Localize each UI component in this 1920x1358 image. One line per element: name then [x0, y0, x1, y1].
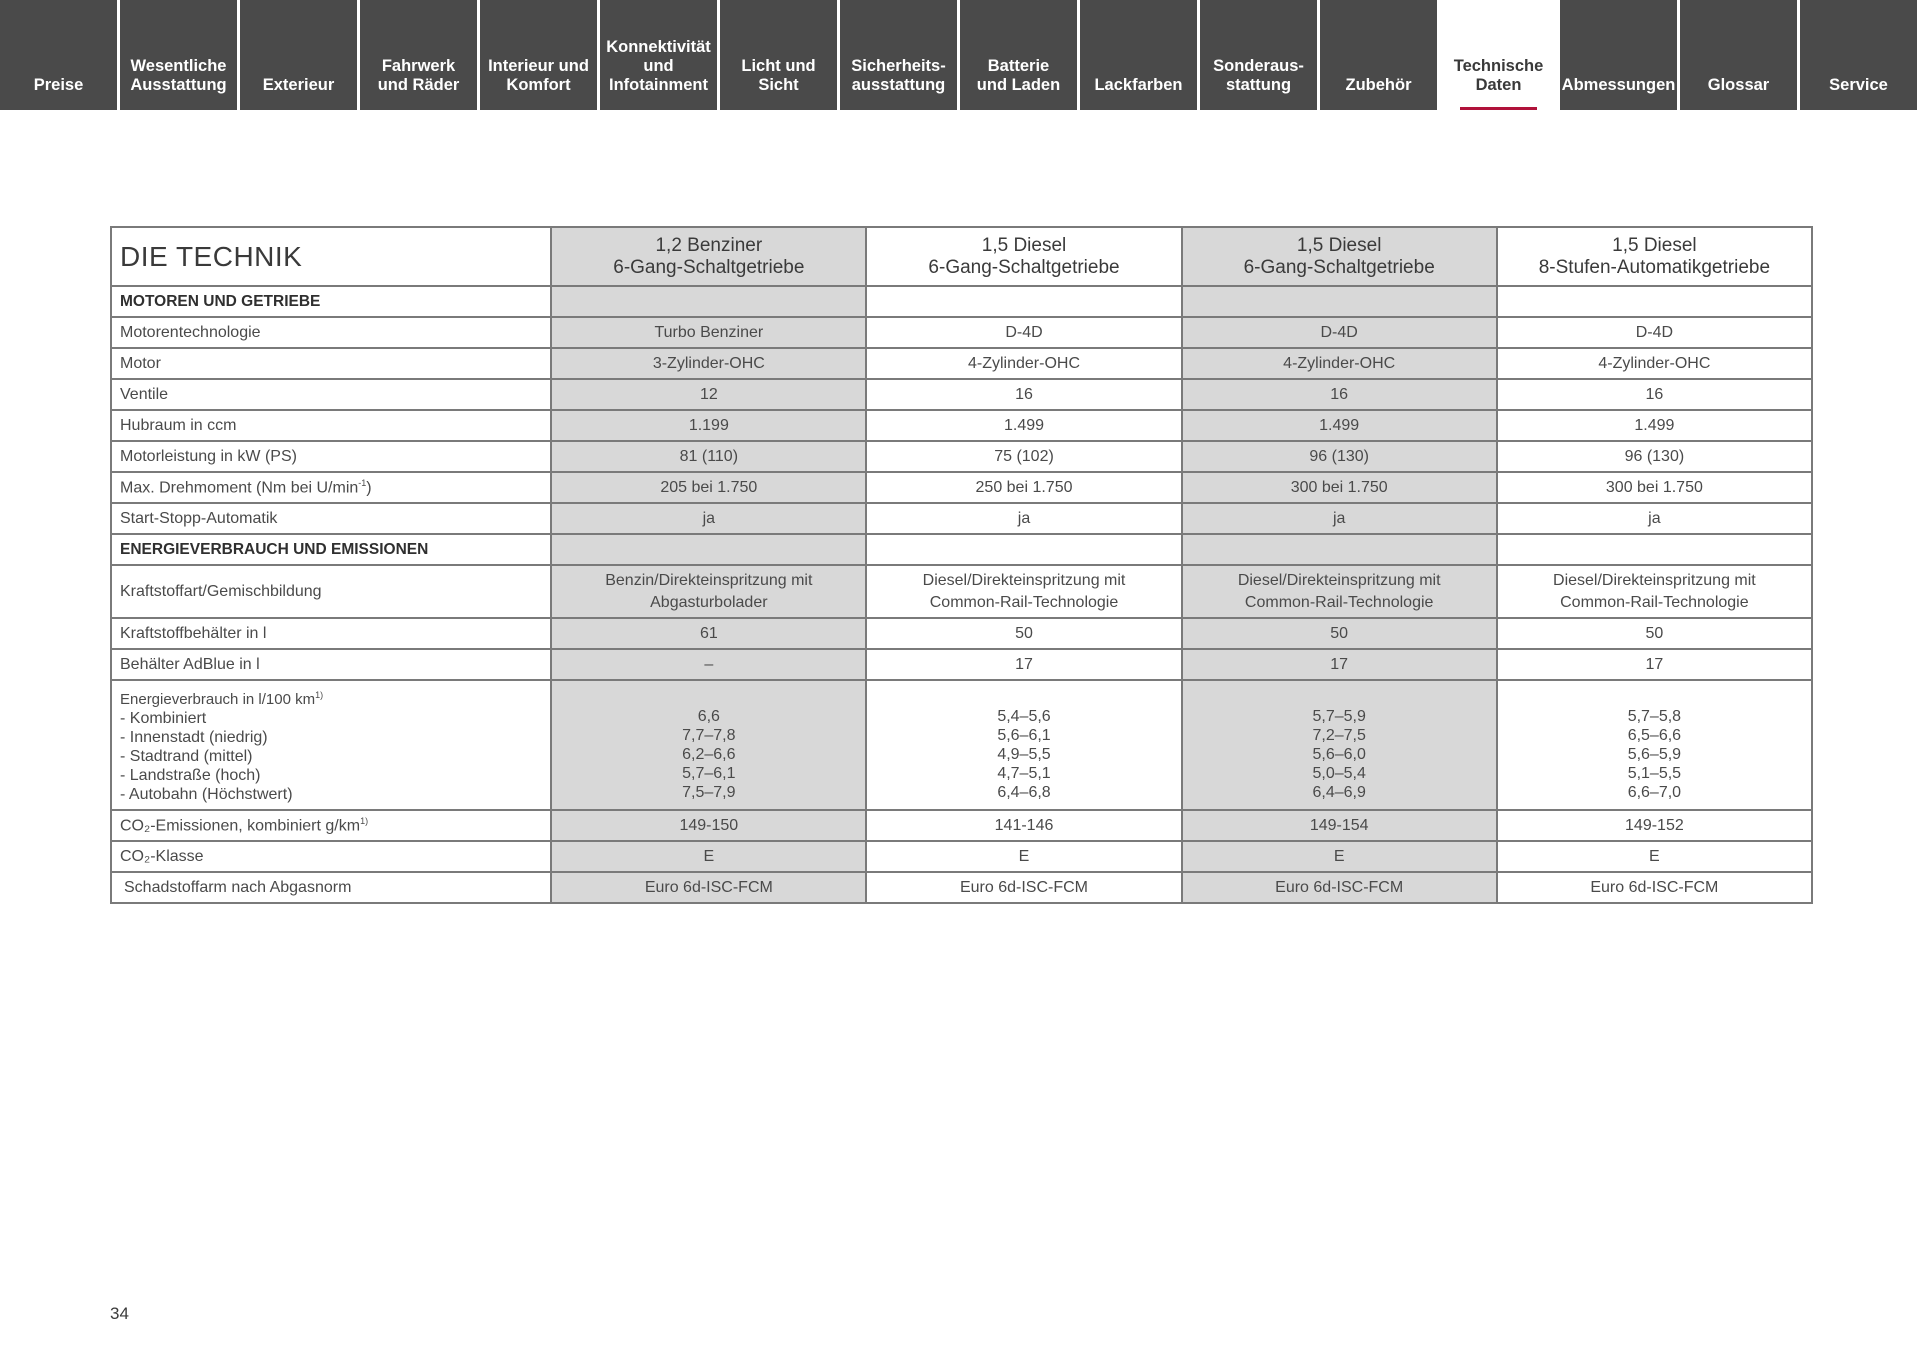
nav-tab-service[interactable]: Service: [1800, 0, 1917, 110]
table-row: [111, 472, 1812, 503]
sub-label: - Kombiniert: [120, 710, 207, 727]
cell-value: 149-154: [1182, 810, 1497, 841]
row-label: [111, 810, 551, 841]
row-label: Kraftstoffart/Gemischbildung: [111, 565, 551, 618]
cell-value: 1.499: [1497, 410, 1812, 441]
table-row: [111, 565, 1812, 618]
cell-value: ja: [1497, 503, 1812, 534]
cell-line: 7,7–7,8: [682, 727, 736, 744]
cell-line: 7,2–7,5: [1312, 727, 1366, 744]
cell-value: 50: [1182, 618, 1497, 649]
cell-value: D-4D: [1497, 317, 1812, 348]
row-label-text: Energieverbrauch in l/100 km: [120, 691, 316, 708]
column-header: [1182, 227, 1497, 286]
cell-value: 300 bei 1.750: [1182, 472, 1497, 503]
table-row-energy-consumption: [111, 680, 1812, 810]
table-row: [111, 618, 1812, 649]
cell-value: 4-Zylinder-OHC: [866, 348, 1181, 379]
section-title: MOTOREN UND GETRIEBE: [111, 286, 551, 317]
cell-value: 12: [551, 379, 866, 410]
section-title: ENERGIEVERBRAUCH UND EMISSIONEN: [111, 534, 551, 565]
table-row: [111, 649, 1812, 680]
nav-tab-preise[interactable]: Preise: [0, 0, 117, 110]
column-header-engine: 1,5 Diesel: [1612, 234, 1697, 256]
cell-value: ja: [551, 503, 866, 534]
table-header-row: [111, 227, 1812, 286]
cell-line: 6,4–6,8: [997, 784, 1051, 801]
cell-value: ja: [1182, 503, 1497, 534]
cell-value: 17: [1497, 649, 1812, 680]
row-label: Motor: [111, 348, 551, 379]
cell-line: 5,4–5,6: [997, 708, 1051, 725]
cell-value: [866, 565, 1181, 618]
cell-line: 7,5–7,9: [682, 784, 736, 801]
cell-line: 5,6–5,9: [1627, 746, 1682, 763]
row-label: [111, 680, 551, 810]
cell-value: Turbo Benziner: [551, 317, 866, 348]
cell-line: Benzin/Direkteinspritzung mit: [605, 571, 813, 589]
row-label: [111, 472, 551, 503]
cell-value: 1.499: [866, 410, 1181, 441]
row-label: Hubraum in ccm: [111, 410, 551, 441]
row-label-text: Max. Drehmoment (Nm bei U/min: [120, 479, 359, 497]
cell-value: 61: [551, 618, 866, 649]
cell-line: 5,7–5,9: [1312, 708, 1366, 725]
cell-line: 4,7–5,1: [997, 765, 1051, 782]
cell-value: [1182, 680, 1497, 810]
column-header-gearbox: 6-Gang-Schaltgetriebe: [1243, 256, 1435, 278]
cell-line: Common-Rail-Technologie: [1560, 593, 1749, 611]
cell-value: 16: [1182, 379, 1497, 410]
cell-value: [551, 565, 866, 618]
row-label: Behälter AdBlue in l: [111, 649, 551, 680]
cell-line: 5,0–5,4: [1312, 765, 1366, 782]
cell-value: E: [1182, 841, 1497, 872]
sub-label: - Innenstadt (niedrig): [120, 729, 268, 746]
cell-value: 16: [1497, 379, 1812, 410]
cell-value: Euro 6d-ISC-FCM: [1497, 872, 1812, 903]
row-label: Ventile: [111, 379, 551, 410]
cell-value: Euro 6d-ISC-FCM: [1182, 872, 1497, 903]
empty-cell: [866, 534, 1181, 565]
top-navigation: [0, 0, 1920, 110]
row-label-text: CO₂-Emissionen, kombiniert g/km: [120, 817, 361, 835]
row-label-text: ): [366, 479, 372, 497]
cell-value: 1.499: [1182, 410, 1497, 441]
table-row: [111, 810, 1812, 841]
row-label: Start-Stopp-Automatik: [111, 503, 551, 534]
empty-cell: [551, 534, 866, 565]
cell-value: E: [866, 841, 1181, 872]
cell-value: 4-Zylinder-OHC: [1182, 348, 1497, 379]
table-row: [111, 503, 1812, 534]
cell-value: [1182, 565, 1497, 618]
cell-value: D-4D: [866, 317, 1181, 348]
cell-value: 50: [866, 618, 1181, 649]
cell-value: 96 (130): [1497, 441, 1812, 472]
table-title: DIE TECHNIK: [111, 227, 551, 286]
cell-value: –: [551, 649, 866, 680]
cell-value: D-4D: [1182, 317, 1497, 348]
cell-value: E: [1497, 841, 1812, 872]
row-label: CO₂-Klasse: [111, 841, 551, 872]
cell-line: 5,7–5,8: [1627, 708, 1682, 725]
page-number: 34: [110, 1304, 129, 1323]
nav-tab-batterie-und-laden[interactable]: Batterie und Laden: [960, 0, 1077, 110]
row-label: Motorleistung in kW (PS): [111, 441, 551, 472]
nav-tab-fahrwerk-und-raeder[interactable]: Fahrwerk und Räder: [360, 0, 477, 110]
column-header: [551, 227, 866, 286]
sub-label: - Landstraße (hoch): [120, 767, 261, 784]
cell-line: 6,6–7,0: [1627, 784, 1682, 801]
empty-cell: [866, 286, 1181, 317]
cell-line: 6,5–6,6: [1627, 727, 1682, 744]
nav-tab-sicherheitsausstattung[interactable]: Sicherheits- ausstattung: [840, 0, 957, 110]
cell-line: 4,9–5,5: [997, 746, 1051, 763]
cell-value: 149-152: [1497, 810, 1812, 841]
cell-value: 250 bei 1.750: [866, 472, 1181, 503]
cell-value: 141-146: [866, 810, 1181, 841]
superscript: 1): [315, 690, 324, 700]
cell-value: 17: [866, 649, 1181, 680]
cell-value: 4-Zylinder-OHC: [1497, 348, 1812, 379]
column-header-gearbox: 8-Stufen-Automatikgetriebe: [1538, 256, 1771, 278]
column-header-engine: 1,5 Diesel: [981, 234, 1067, 256]
table-row: [111, 379, 1812, 410]
nav-tab-technische-daten[interactable]: Technische Daten: [1440, 0, 1557, 110]
nav-tab-glossar[interactable]: Glossar: [1680, 0, 1797, 110]
nav-tab-sonderausstattung[interactable]: Sonderaus- stattung: [1200, 0, 1317, 110]
cell-value: [1497, 680, 1812, 810]
nav-tab-wesentliche-ausstattung[interactable]: Wesentliche Ausstattung: [120, 0, 237, 110]
cell-line: 5,1–5,5: [1627, 765, 1682, 782]
empty-cell: [1497, 286, 1812, 317]
cell-line: 6,2–6,6: [682, 746, 736, 763]
table-row: [111, 410, 1812, 441]
cell-line: 6,6: [697, 708, 720, 725]
cell-line: Diesel/Direkteinspritzung mit: [1553, 571, 1756, 589]
column-header: [1497, 227, 1812, 286]
cell-value: 1.199: [551, 410, 866, 441]
cell-line: Diesel/Direkteinspritzung mit: [1237, 571, 1441, 589]
cell-value: 96 (130): [1182, 441, 1497, 472]
column-header-engine: 1,5 Diesel: [1296, 234, 1382, 256]
cell-value: [866, 680, 1181, 810]
cell-line: 5,7–6,1: [682, 765, 736, 782]
cell-value: 3-Zylinder-OHC: [551, 348, 866, 379]
cell-value: 50: [1497, 618, 1812, 649]
cell-line: 5,6–6,0: [1312, 746, 1366, 763]
column-header-gearbox: 6-Gang-Schaltgetriebe: [928, 256, 1120, 278]
sub-label: - Autobahn (Höchstwert): [120, 786, 293, 803]
section-row-energie: [111, 534, 1812, 565]
row-label: Kraftstoffbehälter in l: [111, 618, 551, 649]
cell-line: Abgasturbolader: [650, 593, 768, 611]
cell-value: 16: [866, 379, 1181, 410]
cell-line: Common-Rail-Technologie: [929, 593, 1119, 611]
row-label-head: [120, 686, 542, 709]
cell-value: 75 (102): [866, 441, 1181, 472]
row-label: Schadstoffarm nach Abgasnorm: [111, 872, 551, 903]
cell-value: [551, 680, 866, 810]
cell-line: 5,6–6,1: [997, 727, 1051, 744]
empty-cell: [1182, 286, 1497, 317]
cell-line: Common-Rail-Technologie: [1244, 593, 1434, 611]
cell-line: Diesel/Direkteinspritzung mit: [922, 571, 1126, 589]
table-row: [111, 841, 1812, 872]
cell-value: [1497, 565, 1812, 618]
cell-line: 6,4–6,9: [1312, 784, 1366, 801]
column-header-engine: 1,2 Benziner: [655, 234, 763, 256]
nav-tab-lackfarben[interactable]: Lackfarben: [1080, 0, 1197, 110]
cell-value: 81 (110): [551, 441, 866, 472]
superscript: 1): [360, 815, 369, 826]
cell-value: 205 bei 1.750: [551, 472, 866, 503]
table-row: [111, 348, 1812, 379]
table-row: [111, 317, 1812, 348]
table-row: [111, 872, 1812, 903]
nav-tab-abmessungen[interactable]: Abmessungen: [1560, 0, 1677, 110]
row-label: Motorentechnologie: [111, 317, 551, 348]
nav-tab-interieur-und-komfort[interactable]: Interieur und Komfort: [480, 0, 597, 110]
section-row-motoren: [111, 286, 1812, 317]
cell-value: E: [551, 841, 866, 872]
nav-tab-licht-und-sicht[interactable]: Licht und Sicht: [720, 0, 837, 110]
empty-cell: [551, 286, 866, 317]
cell-value: 149-150: [551, 810, 866, 841]
nav-tab-exterieur[interactable]: Exterieur: [240, 0, 357, 110]
superscript: -1: [358, 477, 367, 488]
cell-value: ja: [866, 503, 1181, 534]
column-header: [866, 227, 1181, 286]
column-header-gearbox: 6-Gang-Schaltgetriebe: [613, 256, 805, 278]
cell-value: 17: [1182, 649, 1497, 680]
sub-label: - Stadtrand (mittel): [120, 748, 253, 765]
cell-value: 300 bei 1.750: [1497, 472, 1812, 503]
empty-cell: [1182, 534, 1497, 565]
nav-tab-zubehoer[interactable]: Zubehör: [1320, 0, 1437, 110]
nav-tab-konnektivitaet[interactable]: Konnektivität und Infotainment: [600, 0, 717, 110]
cell-value: Euro 6d-ISC-FCM: [551, 872, 866, 903]
technical-data-table: [110, 226, 1813, 904]
cell-value: Euro 6d-ISC-FCM: [866, 872, 1181, 903]
table-row: [111, 441, 1812, 472]
empty-cell: [1497, 534, 1812, 565]
